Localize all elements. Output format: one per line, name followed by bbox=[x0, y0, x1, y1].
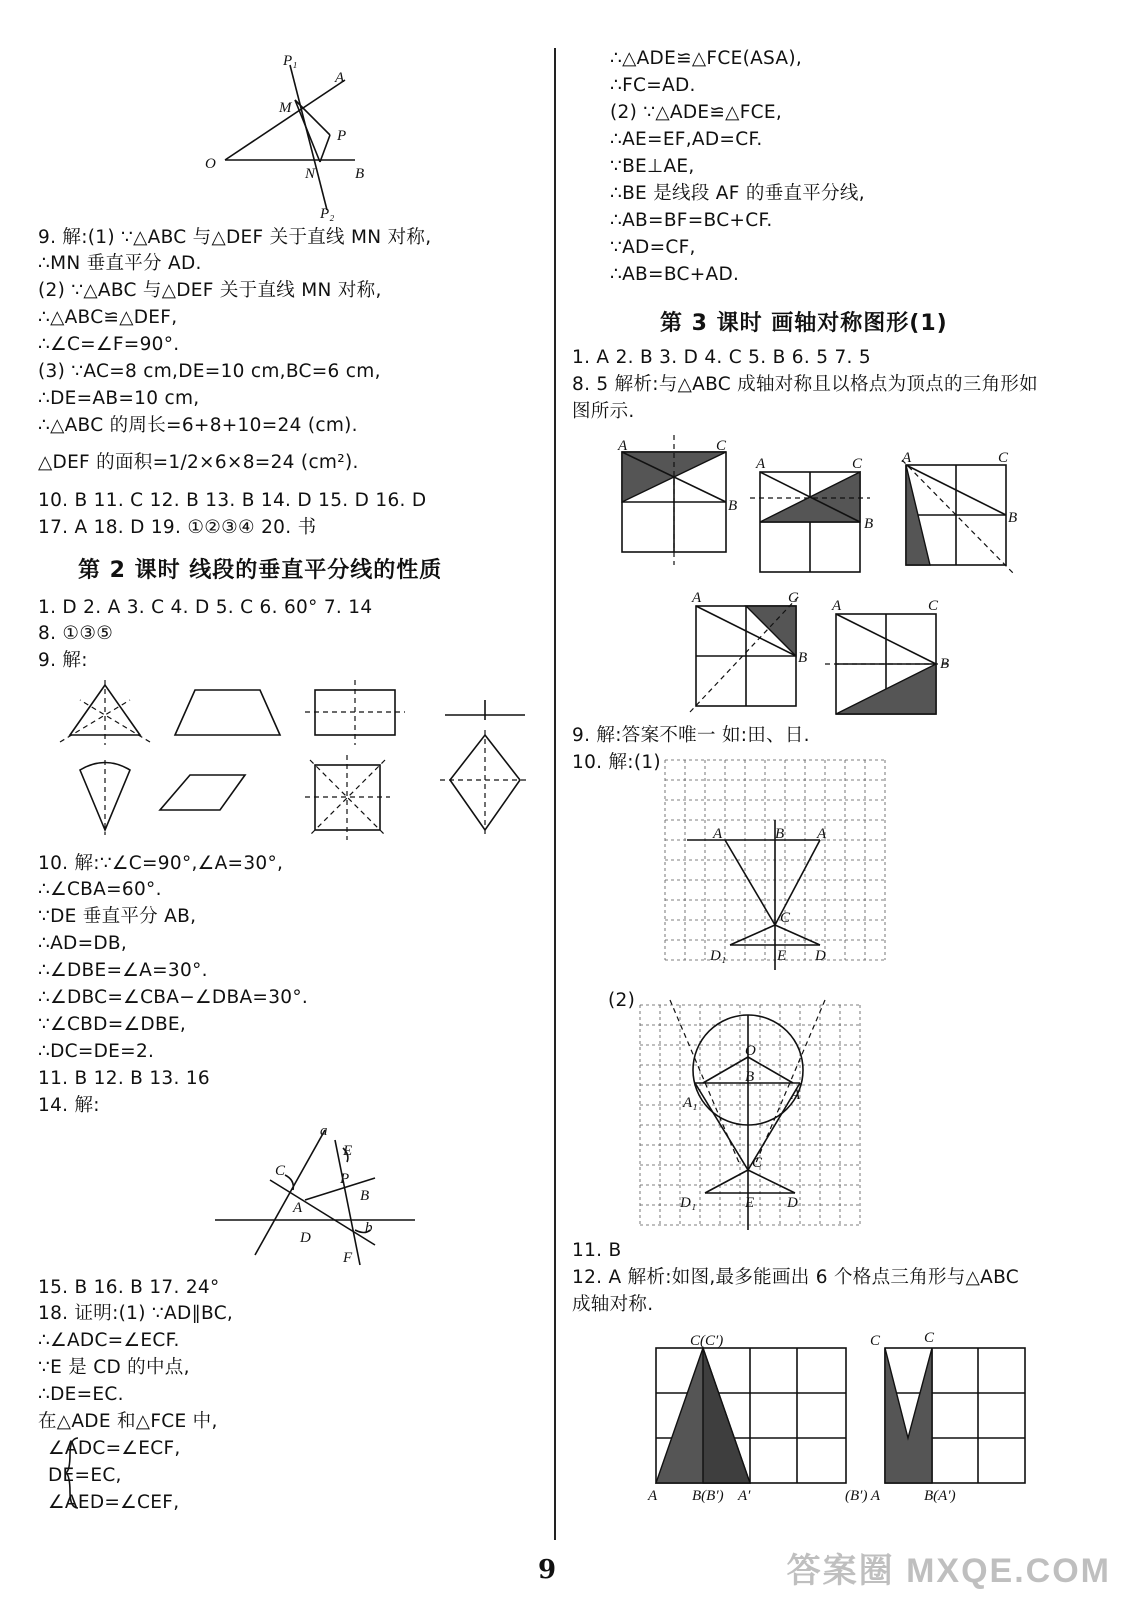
text-line: ∵∠CBD=∠DBE, bbox=[38, 1014, 187, 1035]
svg-text:D₁: D₁ bbox=[710, 948, 727, 964]
svg-text:A: A bbox=[293, 1200, 303, 1216]
svg-text:E: E bbox=[343, 1143, 353, 1159]
svg-text:A: A bbox=[692, 590, 702, 606]
svg-text:E: E bbox=[777, 948, 787, 964]
svg-text:P: P bbox=[340, 1171, 350, 1187]
svg-text:A: A bbox=[791, 1087, 801, 1103]
svg-text:B: B bbox=[728, 498, 738, 514]
svg-text:F: F bbox=[343, 1250, 353, 1266]
q10-grid-figure-2 bbox=[635, 995, 865, 1235]
svg-text:D: D bbox=[815, 948, 826, 964]
text-line: ∠AED=∠CEF, bbox=[48, 1492, 180, 1513]
text-line: 18. 证明:(1) ∵AD∥BC, bbox=[38, 1303, 234, 1324]
svg-text:A: A bbox=[902, 450, 912, 466]
section-title: 第 3 课时 画轴对称图形(1) bbox=[660, 311, 948, 336]
text-line: ∴△ABC≌△DEF, bbox=[38, 307, 178, 328]
svg-text:D: D bbox=[787, 1195, 798, 1211]
svg-text:A₁: A₁ bbox=[683, 1095, 698, 1111]
text-line: 10. 解:(1) bbox=[572, 752, 661, 773]
svg-text:B(A′): B(A′) bbox=[924, 1488, 956, 1504]
svg-text:B: B bbox=[798, 650, 808, 666]
text-line: ∴∠CBA=60°. bbox=[38, 879, 162, 900]
svg-text:A: A bbox=[832, 598, 842, 614]
svg-text:C: C bbox=[870, 1333, 881, 1349]
svg-text:C: C bbox=[275, 1163, 286, 1179]
column-divider bbox=[554, 48, 556, 1540]
svg-text:P: P bbox=[337, 128, 347, 144]
svg-text:C: C bbox=[852, 456, 863, 472]
text-line: 12. A 解析:如图,最多能画出 6 个格点三角形与△ABC bbox=[572, 1267, 1019, 1288]
text-line: ∴△ADE≌△FCE(ASA), bbox=[610, 48, 803, 69]
text-line: (3) ∵AC=8 cm,DE=10 cm,BC=6 cm, bbox=[38, 361, 381, 382]
svg-text:O: O bbox=[205, 156, 216, 172]
text-line: ∴∠ADC=∠ECF. bbox=[38, 1330, 180, 1351]
svg-text:D₁: D₁ bbox=[680, 1195, 697, 1211]
text-line: 成轴对称. bbox=[572, 1294, 654, 1315]
q10-grid-figure-1 bbox=[665, 760, 885, 975]
svg-text:C: C bbox=[788, 590, 799, 606]
text-line: 17. A 18. D 19. ①②③④ 20. 书 bbox=[38, 517, 317, 538]
svg-text:C(C′): C(C′) bbox=[690, 1333, 724, 1349]
svg-text:P₂: P₂ bbox=[320, 206, 335, 222]
svg-text:C: C bbox=[924, 1330, 935, 1346]
q12-grid-figures bbox=[640, 1330, 1040, 1505]
text-line: 9. 解: bbox=[38, 650, 88, 671]
text-line: 1. D 2. A 3. C 4. D 5. C 6. 60° 7. 14 bbox=[38, 597, 373, 618]
section-title: 第 2 课时 线段的垂直平分线的性质 bbox=[78, 558, 443, 583]
text-line: ∴DE=AB=10 cm, bbox=[38, 388, 200, 409]
text-line: ∴∠C=∠F=90°. bbox=[38, 334, 180, 355]
construction-figure-q14 bbox=[215, 1120, 415, 1270]
text-line: △DEF 的面积=1/2×6×8=24 (cm²). bbox=[38, 452, 359, 473]
text-line: ∵AD=CF, bbox=[610, 237, 696, 258]
svg-text:P₁: P₁ bbox=[283, 53, 298, 69]
text-line: ∴MN 垂直平分 AD. bbox=[38, 253, 202, 274]
text-line: ∴∠DBE=∠A=30°. bbox=[38, 960, 208, 981]
text-line: DE=EC, bbox=[48, 1465, 122, 1486]
svg-text:a: a bbox=[320, 1123, 328, 1139]
svg-text:B: B bbox=[355, 166, 365, 182]
text-line: 8. ①③⑤ bbox=[38, 623, 114, 644]
svg-text:M: M bbox=[279, 100, 292, 116]
svg-text:B: B bbox=[775, 826, 785, 842]
svg-text:A: A bbox=[756, 456, 766, 472]
svg-text:B: B bbox=[1008, 510, 1018, 526]
text-line: 11. B bbox=[572, 1240, 622, 1261]
text-line: (2) ∵△ABC 与△DEF 关于直线 MN 对称, bbox=[38, 280, 382, 301]
text-line: 图所示. bbox=[572, 401, 635, 422]
svg-text:C: C bbox=[998, 450, 1009, 466]
text-line: 9. 解:(1) ∵△ABC 与△DEF 关于直线 MN 对称, bbox=[38, 227, 432, 248]
svg-text:B: B bbox=[864, 516, 874, 532]
svg-text:A: A bbox=[817, 826, 827, 842]
text-line: ∴BE 是线段 AF 的垂直平分线, bbox=[610, 183, 865, 204]
svg-text:O: O bbox=[745, 1043, 756, 1059]
angle-bisector-figure bbox=[195, 50, 395, 220]
svg-text:B: B bbox=[745, 1069, 755, 1085]
svg-text:A′: A′ bbox=[738, 1488, 751, 1504]
text-line: 1. A 2. B 3. D 4. C 5. B 6. 5 7. 5 bbox=[572, 347, 871, 368]
text-line: ∵E 是 CD 的中点, bbox=[38, 1357, 190, 1378]
text-line: ∵DE 垂直平分 AB, bbox=[38, 906, 197, 927]
text-line: ∴AB=BF=BC+CF. bbox=[610, 210, 773, 231]
text-line: 10. 解:∵∠C=90°,∠A=30°, bbox=[38, 853, 284, 874]
svg-text:B(B′): B(B′) bbox=[692, 1488, 724, 1504]
text-line: 11. B 12. B 13. 16 bbox=[38, 1068, 210, 1089]
svg-text:E: E bbox=[745, 1195, 755, 1211]
text-line: ∴AE=EF,AD=CF. bbox=[610, 129, 763, 150]
text-line: ∴DE=EC. bbox=[38, 1384, 124, 1405]
svg-text:A: A bbox=[335, 70, 345, 86]
text-line: (2) ∵△ADE≌△FCE, bbox=[610, 102, 783, 123]
svg-text:C: C bbox=[780, 910, 791, 926]
text-line: 8. 5 解析:与△ABC 成轴对称且以格点为顶点的三角形如 bbox=[572, 374, 1038, 395]
text-line: 在△ADE 和△FCE 中, bbox=[38, 1411, 218, 1432]
svg-text:A: A bbox=[713, 826, 723, 842]
text-line: 10. B 11. C 12. B 13. B 14. D 15. D 16. D bbox=[38, 490, 427, 511]
text-line: ∴△ABC 的周长=6+8+10=24 (cm). bbox=[38, 415, 358, 436]
svg-text:N: N bbox=[305, 166, 316, 182]
symmetry-shapes-figure bbox=[60, 680, 540, 840]
svg-text:C: C bbox=[716, 438, 727, 454]
svg-text:b: b bbox=[365, 1220, 373, 1236]
text-line: ∴FC=AD. bbox=[610, 75, 696, 96]
part-label: (2) bbox=[608, 990, 636, 1011]
svg-text:C: C bbox=[752, 1155, 763, 1171]
text-line: 14. 解: bbox=[38, 1095, 100, 1116]
text-line: ∵BE⊥AE, bbox=[610, 156, 695, 177]
svg-text:B: B bbox=[360, 1188, 370, 1204]
text-line: ∠ADC=∠ECF, bbox=[48, 1438, 181, 1459]
text-line: 15. B 16. B 17. 24° bbox=[38, 1277, 220, 1298]
svg-text:D: D bbox=[300, 1230, 311, 1246]
text-line: ∴DC=DE=2. bbox=[38, 1041, 155, 1062]
text-line: 9. 解:答案不唯一 如:田、日. bbox=[572, 725, 810, 746]
svg-text:A: A bbox=[648, 1488, 658, 1504]
svg-text:(B′) A: (B′) A bbox=[845, 1488, 881, 1504]
text-line: ∴AD=DB, bbox=[38, 933, 128, 954]
svg-text:B: B bbox=[940, 656, 950, 672]
page-number: 9 bbox=[538, 1555, 557, 1585]
text-line: ∴AB=BC+AD. bbox=[610, 264, 740, 285]
q8-grid-figures bbox=[610, 430, 1030, 730]
svg-text:A: A bbox=[618, 438, 628, 454]
svg-text:C: C bbox=[928, 598, 939, 614]
watermark: 答案圈 MXQE.COM bbox=[786, 1552, 1111, 1590]
text-line: ∴∠DBC=∠CBA−∠DBA=30°. bbox=[38, 987, 309, 1008]
